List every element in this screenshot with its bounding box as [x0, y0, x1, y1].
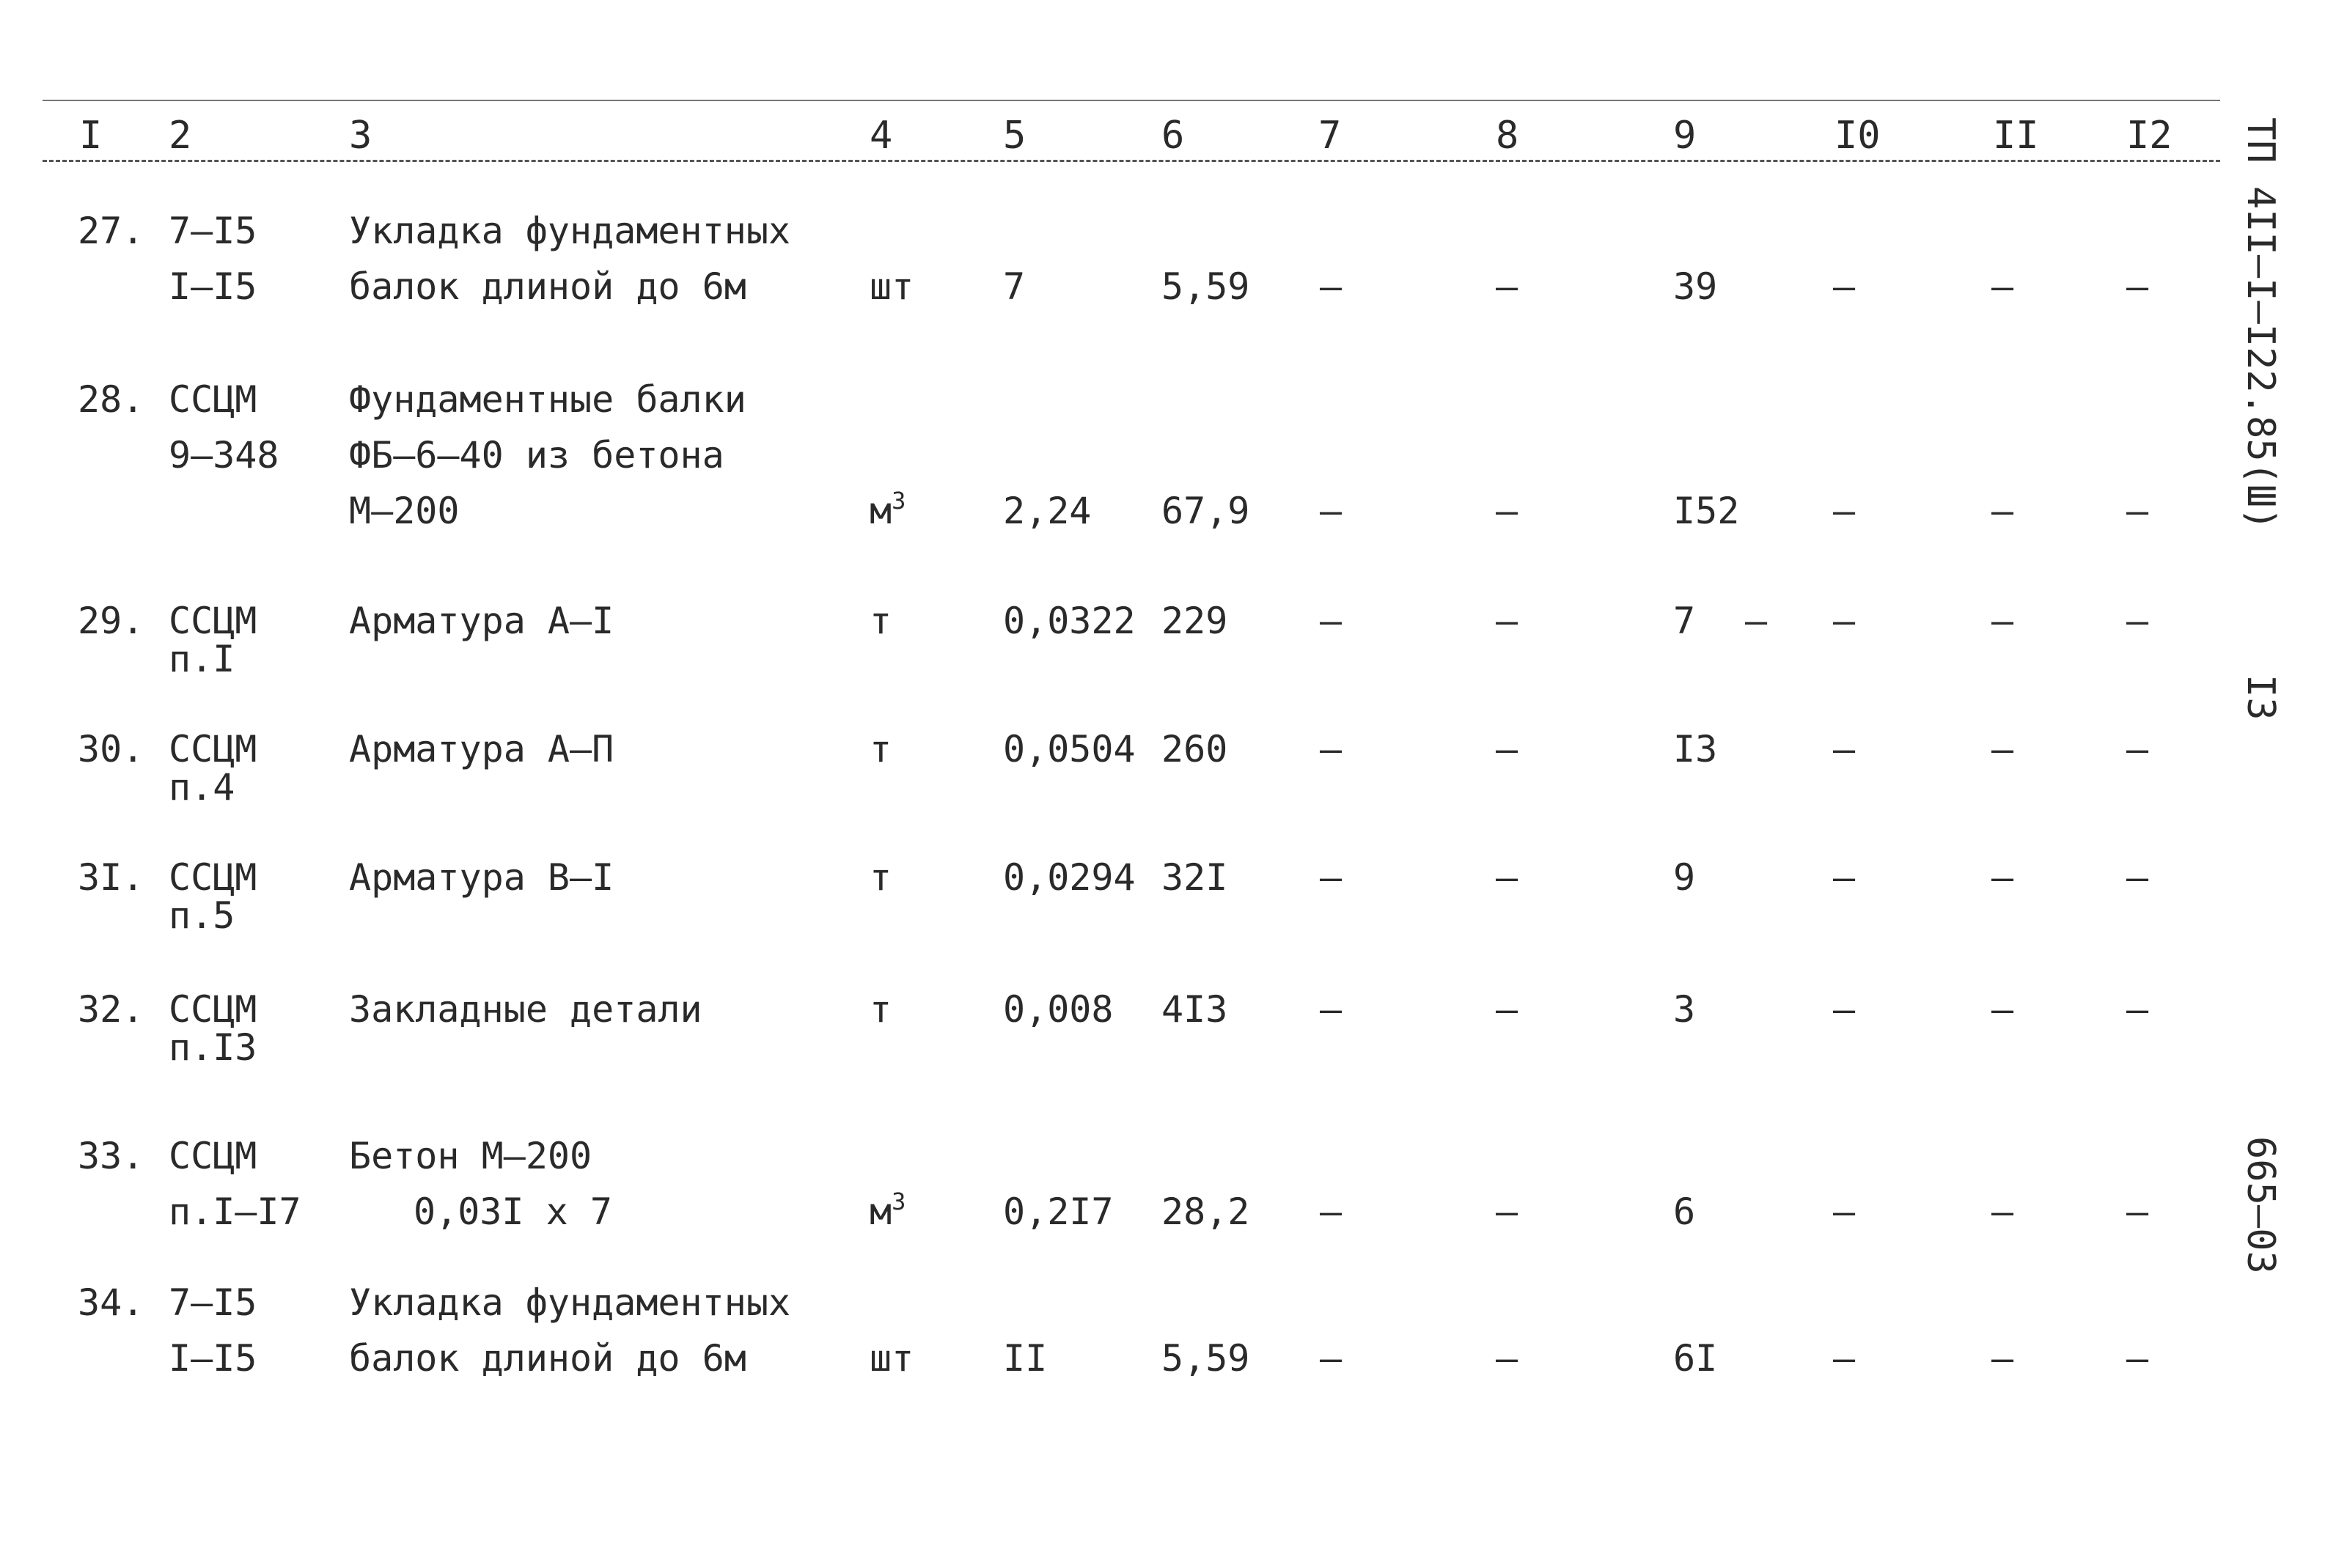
row-number: 34.: [78, 1281, 144, 1324]
row-col-8: –: [1496, 988, 1518, 1031]
row-total: I52: [1673, 490, 1740, 532]
row-code: п.I–I7: [169, 1190, 301, 1233]
row-quantity: 0,0504: [1003, 728, 1136, 770]
row-col-12: –: [2126, 856, 2149, 899]
row-code: ССЦМ: [169, 856, 257, 899]
row-name: М–200: [349, 490, 460, 532]
col-header-11: II: [1993, 114, 2039, 158]
row-col-10: –: [1833, 600, 1856, 642]
row-quantity: 0,0294: [1003, 856, 1136, 899]
row-unit: [870, 850, 892, 905]
row-col-11: –: [1991, 856, 2014, 899]
row-code: ССЦМ: [169, 378, 257, 421]
col-header-1: I: [79, 114, 103, 158]
row-unit-price: 5,59: [1161, 1337, 1250, 1380]
row-col-8: –: [1496, 1190, 1518, 1233]
row-quantity: 0,2I7: [1003, 1190, 1114, 1233]
row-col-7: –: [1320, 728, 1343, 770]
row-col-12: –: [2126, 600, 2149, 642]
row-col-12: –: [2126, 1337, 2149, 1380]
row-total: 9: [1673, 856, 1696, 899]
row-name: Укладка фундаментных: [349, 210, 791, 252]
row-col-8: –: [1496, 856, 1518, 899]
row-unit: [870, 722, 892, 776]
unit-text: т: [870, 988, 892, 1031]
row-number: 27.: [78, 210, 144, 252]
row-total: 6: [1673, 1190, 1696, 1233]
row-total-extra: –: [1745, 600, 1768, 642]
row-quantity: 0,0322: [1003, 600, 1136, 642]
row-col-8: –: [1496, 600, 1518, 642]
row-col-10: –: [1833, 1190, 1856, 1233]
row-quantity: 0,008: [1003, 988, 1114, 1031]
row-unit: [870, 1185, 906, 1239]
unit-text: т: [870, 728, 892, 770]
col-header-8: 8: [1496, 114, 1519, 158]
unit-text: шт: [870, 265, 914, 308]
row-total: 6I: [1673, 1337, 1718, 1380]
unit-text: м: [870, 1190, 892, 1233]
row-name: Арматура В–I: [349, 856, 614, 899]
row-col-10: –: [1833, 490, 1856, 532]
row-total: 39: [1673, 265, 1718, 308]
row-col-10: –: [1833, 265, 1856, 308]
row-col-10: –: [1833, 856, 1856, 899]
row-quantity: 2,24: [1003, 490, 1092, 532]
row-name: 0,03I х 7: [414, 1190, 612, 1233]
row-col-12: –: [2126, 490, 2149, 532]
row-col-8: –: [1496, 265, 1518, 308]
row-col-7: –: [1320, 1190, 1343, 1233]
row-col-7: –: [1320, 988, 1343, 1031]
row-unit: [870, 260, 914, 314]
row-name: Арматура А–П: [349, 728, 614, 770]
row-unit-price: 5,59: [1161, 265, 1250, 308]
col-header-12: I2: [2126, 114, 2172, 158]
row-col-10: –: [1833, 728, 1856, 770]
row-unit-price: 260: [1161, 728, 1228, 770]
row-col-11: –: [1991, 988, 2014, 1031]
row-name: Укладка фундаментных: [349, 1281, 791, 1324]
col-header-9: 9: [1673, 114, 1697, 158]
row-number: 29.: [78, 600, 144, 642]
unit-superscript: 3: [892, 1188, 906, 1215]
header-top-rule: [43, 100, 2220, 101]
row-unit: [870, 484, 906, 538]
row-code: ССЦМ: [169, 1135, 257, 1177]
row-col-7: –: [1320, 600, 1343, 642]
row-total: 3: [1673, 988, 1696, 1031]
row-quantity: 7: [1003, 265, 1026, 308]
row-col-10: –: [1833, 988, 1856, 1031]
row-col-8: –: [1496, 728, 1518, 770]
row-unit-price: 28,2: [1161, 1190, 1250, 1233]
unit-text: м: [870, 490, 892, 532]
row-total: I3: [1673, 728, 1718, 770]
row-name: ФБ–6–40 из бетона: [349, 434, 724, 476]
row-unit-price: 32I: [1161, 856, 1228, 899]
row-code: I–I5: [169, 265, 257, 308]
row-unit-price: 4I3: [1161, 988, 1228, 1031]
row-unit-price: 67,9: [1161, 490, 1250, 532]
row-col-8: –: [1496, 490, 1518, 532]
sheet-number: 665–03: [2238, 1136, 2282, 1274]
row-col-10: –: [1833, 1337, 1856, 1380]
row-col-11: –: [1991, 490, 2014, 532]
row-name: балок длиной до 6м: [349, 265, 746, 308]
col-header-7: 7: [1318, 114, 1342, 158]
row-number: 33.: [78, 1135, 144, 1177]
row-col-7: –: [1320, 856, 1343, 899]
row-name: Арматура А–I: [349, 600, 614, 642]
doc-code: ТП 4II–I–I22.85(Ш): [2238, 117, 2282, 531]
row-number: 30.: [78, 728, 144, 770]
row-number: 28.: [78, 378, 144, 421]
unit-text: шт: [870, 1337, 914, 1380]
col-header-5: 5: [1003, 114, 1026, 158]
row-unit: [870, 982, 892, 1037]
row-col-7: –: [1320, 490, 1343, 532]
row-code: 7–I5: [169, 1281, 257, 1324]
row-col-11: –: [1991, 1190, 2014, 1233]
page-number: I3: [2238, 674, 2282, 721]
row-col-11: –: [1991, 600, 2014, 642]
row-total: 7: [1673, 600, 1696, 642]
row-code: ССЦМ: [169, 988, 257, 1031]
row-code: ССЦМ: [169, 600, 257, 642]
row-col-7: –: [1320, 1337, 1343, 1380]
col-header-3: 3: [349, 114, 372, 158]
row-number: 3I.: [78, 856, 144, 899]
col-header-6: 6: [1161, 114, 1185, 158]
row-name: балок длиной до 6м: [349, 1337, 746, 1380]
row-col-8: –: [1496, 1337, 1518, 1380]
row-col-11: –: [1991, 728, 2014, 770]
row-col-11: –: [1991, 265, 2014, 308]
col-header-10: I0: [1834, 114, 1881, 158]
row-unit-price: 229: [1161, 600, 1228, 642]
row-col-12: –: [2126, 1190, 2149, 1233]
row-code: п.I: [169, 638, 235, 680]
row-name: Закладные детали: [349, 988, 702, 1031]
row-col-12: –: [2126, 988, 2149, 1031]
unit-superscript: 3: [892, 487, 906, 515]
col-header-2: 2: [169, 114, 192, 158]
unit-text: т: [870, 856, 892, 899]
row-code: п.I3: [169, 1026, 257, 1069]
row-quantity: II: [1003, 1337, 1048, 1380]
unit-text: т: [870, 600, 892, 642]
row-col-12: –: [2126, 728, 2149, 770]
row-name: Фундаментные балки: [349, 378, 746, 421]
row-code: п.4: [169, 766, 235, 809]
row-col-7: –: [1320, 265, 1343, 308]
row-code: 7–I5: [169, 210, 257, 252]
row-unit: [870, 1331, 914, 1385]
row-code: п.5: [169, 894, 235, 937]
row-name: Бетон М–200: [349, 1135, 592, 1177]
row-col-11: –: [1991, 1337, 2014, 1380]
row-code: 9–348: [169, 434, 279, 476]
row-col-12: –: [2126, 265, 2149, 308]
row-code: I–I5: [169, 1337, 257, 1380]
row-unit: [870, 594, 892, 648]
row-number: 32.: [78, 988, 144, 1031]
row-code: ССЦМ: [169, 728, 257, 770]
col-header-4: 4: [870, 114, 893, 158]
